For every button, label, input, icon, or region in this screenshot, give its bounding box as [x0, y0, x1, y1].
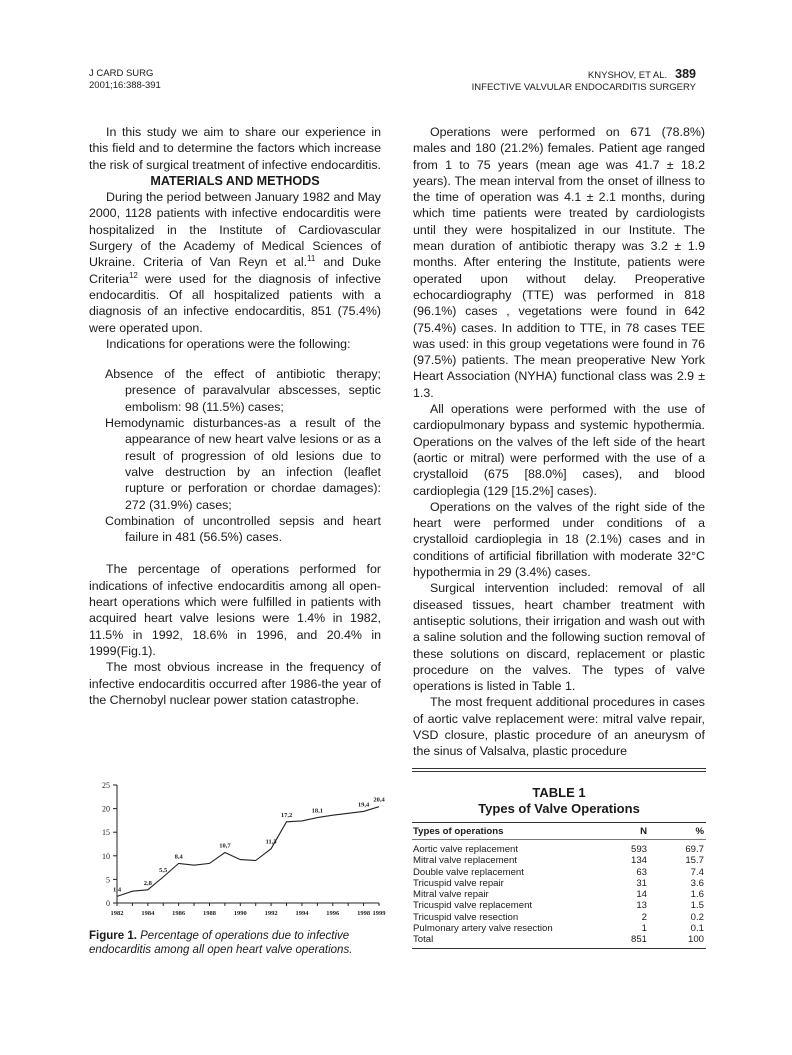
table-top-rule — [412, 768, 706, 772]
results-paragraph-2: All operations were performed with the use of cardiopulmonary bypass and systemic hypothermia. Operations on the valves of the left side of the heart (aortic or mitral) were performed with the use of a crystalloid (675 [88.0%] cases), and blood cardioplegia (129 [15.2%] cases). — [413, 402, 705, 498]
table-cell: 134 — [630, 855, 647, 867]
table-row — [412, 855, 706, 866]
ref-superscript-12: 12 — [128, 270, 138, 280]
table-cell: Pulmonary artery valve resection — [413, 923, 553, 935]
table-cell: Total — [413, 934, 434, 946]
table-cell: 851 — [630, 934, 647, 946]
indication-item: Combination of uncontrolled sepsis and heart failure in 481 (56.5%) cases. — [105, 513, 381, 545]
data-label: 17,2 — [280, 811, 293, 819]
methods-paragraph-3: The percentage of operations performed for indications of infective endocarditis among all open-heart operations which were fulfilled in patients with acquired heart valve lesions were 1.4% in 1982, 11.5% in 1992, 18.6% in 1996, and 20.4% in 1999(Fig.1). — [89, 562, 381, 658]
table-cell: 1 — [641, 923, 647, 935]
table-body — [412, 844, 706, 946]
x-tick-label: 1982 — [110, 910, 124, 917]
data-label: 19,4 — [357, 801, 370, 809]
x-tick-label: 1990 — [233, 910, 247, 917]
table-row-total — [412, 934, 706, 945]
running-header-left — [89, 68, 161, 92]
y-tick-label: 5 — [106, 875, 110, 885]
table-header-row — [412, 823, 706, 839]
indication-item: Absence of the effect of antibiotic therapy; presence of paravalvular abscesses, septic embolism: 98 (11.5%) cases; — [105, 367, 381, 414]
methods-paragraph-4: The most obvious increase in the frequency of infective endocarditis occurred after 1986-the year of the Chernobyl nuclear power station catastrophe. — [89, 660, 381, 707]
intro-paragraph: In this study we aim to share our experience in this field and to determine the factors which increase the risk of surgical treatment of infective endocarditis. — [89, 125, 382, 172]
p1-text-b: and Duke Criteria — [89, 255, 382, 286]
column-header: Types of operations — [413, 825, 504, 837]
column-header: N — [640, 825, 647, 837]
table-cell: 1.5 — [690, 900, 704, 912]
results-paragraph-3: Operations on the valves of the right side of the heart were performed under conditions of a crystalloid cardioplegia in 18 (2.1%) cases and in conditions of artificial fibrillation with moderate 32°C hypothermia in 29 (3.4%) cases. — [413, 499, 705, 580]
data-line — [117, 807, 379, 897]
x-tick-label: 1994 — [295, 910, 309, 917]
figure-caption — [89, 929, 389, 957]
table-row — [412, 889, 706, 900]
table-cell: 0.2 — [690, 911, 704, 923]
ref-superscript-11: 11 — [307, 254, 316, 264]
caption-label: Figure 1. — [89, 930, 137, 942]
table-cell: 63 — [636, 866, 647, 878]
indication-item: Hemodynamic disturbances-as a result of the appearance of new heart valve lesions or as a result of progression of old lesions due to valve destruction by an infection (leaflet rupture or perforation or chordae damages): 272 (31.9%) cases; — [105, 416, 381, 512]
y-tick-label: 10 — [102, 851, 110, 861]
table-cell: 13 — [636, 900, 647, 912]
y-tick-label: 20 — [102, 804, 110, 814]
table-cell: 7.4 — [690, 866, 704, 878]
table-cell: Mitral valve replacement — [413, 855, 517, 867]
table-cell: Aortic valve replacement — [413, 844, 519, 855]
x-tick-label: 1992 — [264, 910, 278, 917]
y-tick-label: 25 — [102, 781, 110, 790]
table-label: TABLE 1 — [532, 785, 586, 800]
table-row — [412, 878, 706, 889]
table-title: Types of Valve Operations — [478, 801, 640, 816]
table-cell: 1.6 — [690, 889, 704, 901]
x-tick-label: 1998 — [357, 910, 371, 917]
table-cell: 31 — [636, 877, 647, 889]
table-cell: 100 — [687, 934, 704, 946]
journal-name: J CARD SURG — [89, 68, 154, 79]
left-column — [89, 124, 381, 708]
table-cell: 2 — [641, 911, 647, 923]
running-header-right — [420, 68, 696, 94]
y-tick-label: 0 — [106, 899, 110, 908]
table-cell: Tricuspid valve resection — [413, 911, 519, 923]
table-cell: Tricuspid valve repair — [413, 877, 504, 889]
x-tick-label: 1999 — [372, 910, 386, 917]
data-label: 11,5 — [265, 838, 277, 846]
table-cell: 14 — [636, 889, 647, 901]
table-cell: Double valve replacement — [413, 866, 524, 878]
table-1 — [412, 768, 706, 949]
data-label: 2,8 — [143, 879, 152, 887]
data-label: 10,7 — [219, 842, 231, 850]
x-tick-label: 1986 — [172, 910, 186, 917]
line-chart — [89, 775, 389, 925]
data-label: 8,4 — [174, 853, 183, 861]
table-cell: 15.7 — [685, 855, 704, 867]
journal-citation: 2001;16:388-391 — [89, 80, 161, 91]
table-bottom-rule — [412, 948, 706, 949]
x-tick-label: 1988 — [202, 910, 216, 917]
y-tick-label: 15 — [102, 828, 110, 838]
running-title: INFECTIVE VALVULAR ENDOCARDITIS SURGERY — [471, 82, 696, 93]
p1-text-a: During the period between January 1982 and May 2000, 1128 patients with infective endocarditis were hospitalized in the Institute of Cardiovascular Surgery of the Academy of Medical Sciences of Ukraine. Criteria of Van Reyn et al. — [89, 190, 381, 270]
data-label: 1,4 — [112, 886, 122, 894]
table-cell: 0.1 — [690, 923, 704, 935]
table-row — [412, 867, 706, 878]
results-paragraph-5: The most frequent additional procedures in cases of aortic valve replacement were: mitral valve repair, VSD closure, plastic procedure of an aneurysm of the sinus of Valsalva, plastic procedure — [413, 695, 705, 759]
table-header-rule — [412, 839, 706, 840]
x-tick-label: 1996 — [326, 910, 340, 917]
data-label: 5,5 — [159, 867, 168, 875]
methods-paragraph-2: Indications for operations were the following: — [106, 336, 351, 351]
page-number: 389 — [675, 67, 696, 81]
data-label: 20,4 — [373, 796, 385, 804]
x-tick-label: 1984 — [141, 910, 155, 917]
methods-paragraph-1 — [89, 189, 381, 336]
table-cell: Tricuspid valve replacement — [413, 900, 533, 912]
section-heading: MATERIALS AND METHODS — [150, 173, 320, 188]
results-paragraph-1: Operations were performed on 671 (78.8%) males and 180 (21.2%) females. Patient age ranged from 1 to 75 years (mean age was 41.7 ± 18.2 years). The mean interval from the onset of illness to the time of operation was 4.1 ± 2.1 months, during which time patients were treated by cardiologists until they were hospitalized in our Institute. The mean duration of antibiotic therapy was 3.2 ± 1.9 months. After entering the Institute, patients were operated upon without delay. Preoperative echocardiography (TTE) was performed in 818 (96.1%) cases , vegetations were found in 642 (75.4%) cases. In addition to TTE, in 78 cases TEE was used: in this group vegetations were found in 76 (97.5%) patients. The mean preoperative New York Heart Association (NYHA) functional class was 2.9 ± 1.3. — [413, 125, 705, 400]
table-cell: Mitral valve repair — [413, 889, 489, 901]
table-row — [412, 900, 706, 911]
table-cell: 69.7 — [685, 844, 704, 855]
table-row — [412, 844, 706, 855]
table-row — [412, 912, 706, 923]
caption-text: Percentage of operations due to infective endocarditis among all open heart valve operations. — [89, 930, 353, 956]
results-paragraph-4: Surgical intervention included: removal of all diseased tissues, heart chamber treatment with antiseptic solutions, their irrigation and wash out with a saline solution and the following suction removal of these solutions on discard, replacement or plastic procedure on the valves. The types of valve operations is listed in Table 1. — [413, 581, 705, 694]
indications-list — [89, 366, 381, 545]
table-cell: 593 — [630, 844, 647, 855]
right-column — [413, 124, 705, 760]
data-label: 18,1 — [311, 807, 324, 815]
table-row — [412, 923, 706, 934]
column-header: % — [695, 825, 704, 837]
authors: KNYSHOV, ET AL. — [587, 70, 668, 81]
table-cell: 3.6 — [690, 877, 704, 889]
p1-text-c: were used for the diagnosis of infective endocarditis. Of all hospitalized patients with a diagnosis of an infective endocarditis, 851 (75.4%) were operated upon. — [89, 271, 381, 335]
